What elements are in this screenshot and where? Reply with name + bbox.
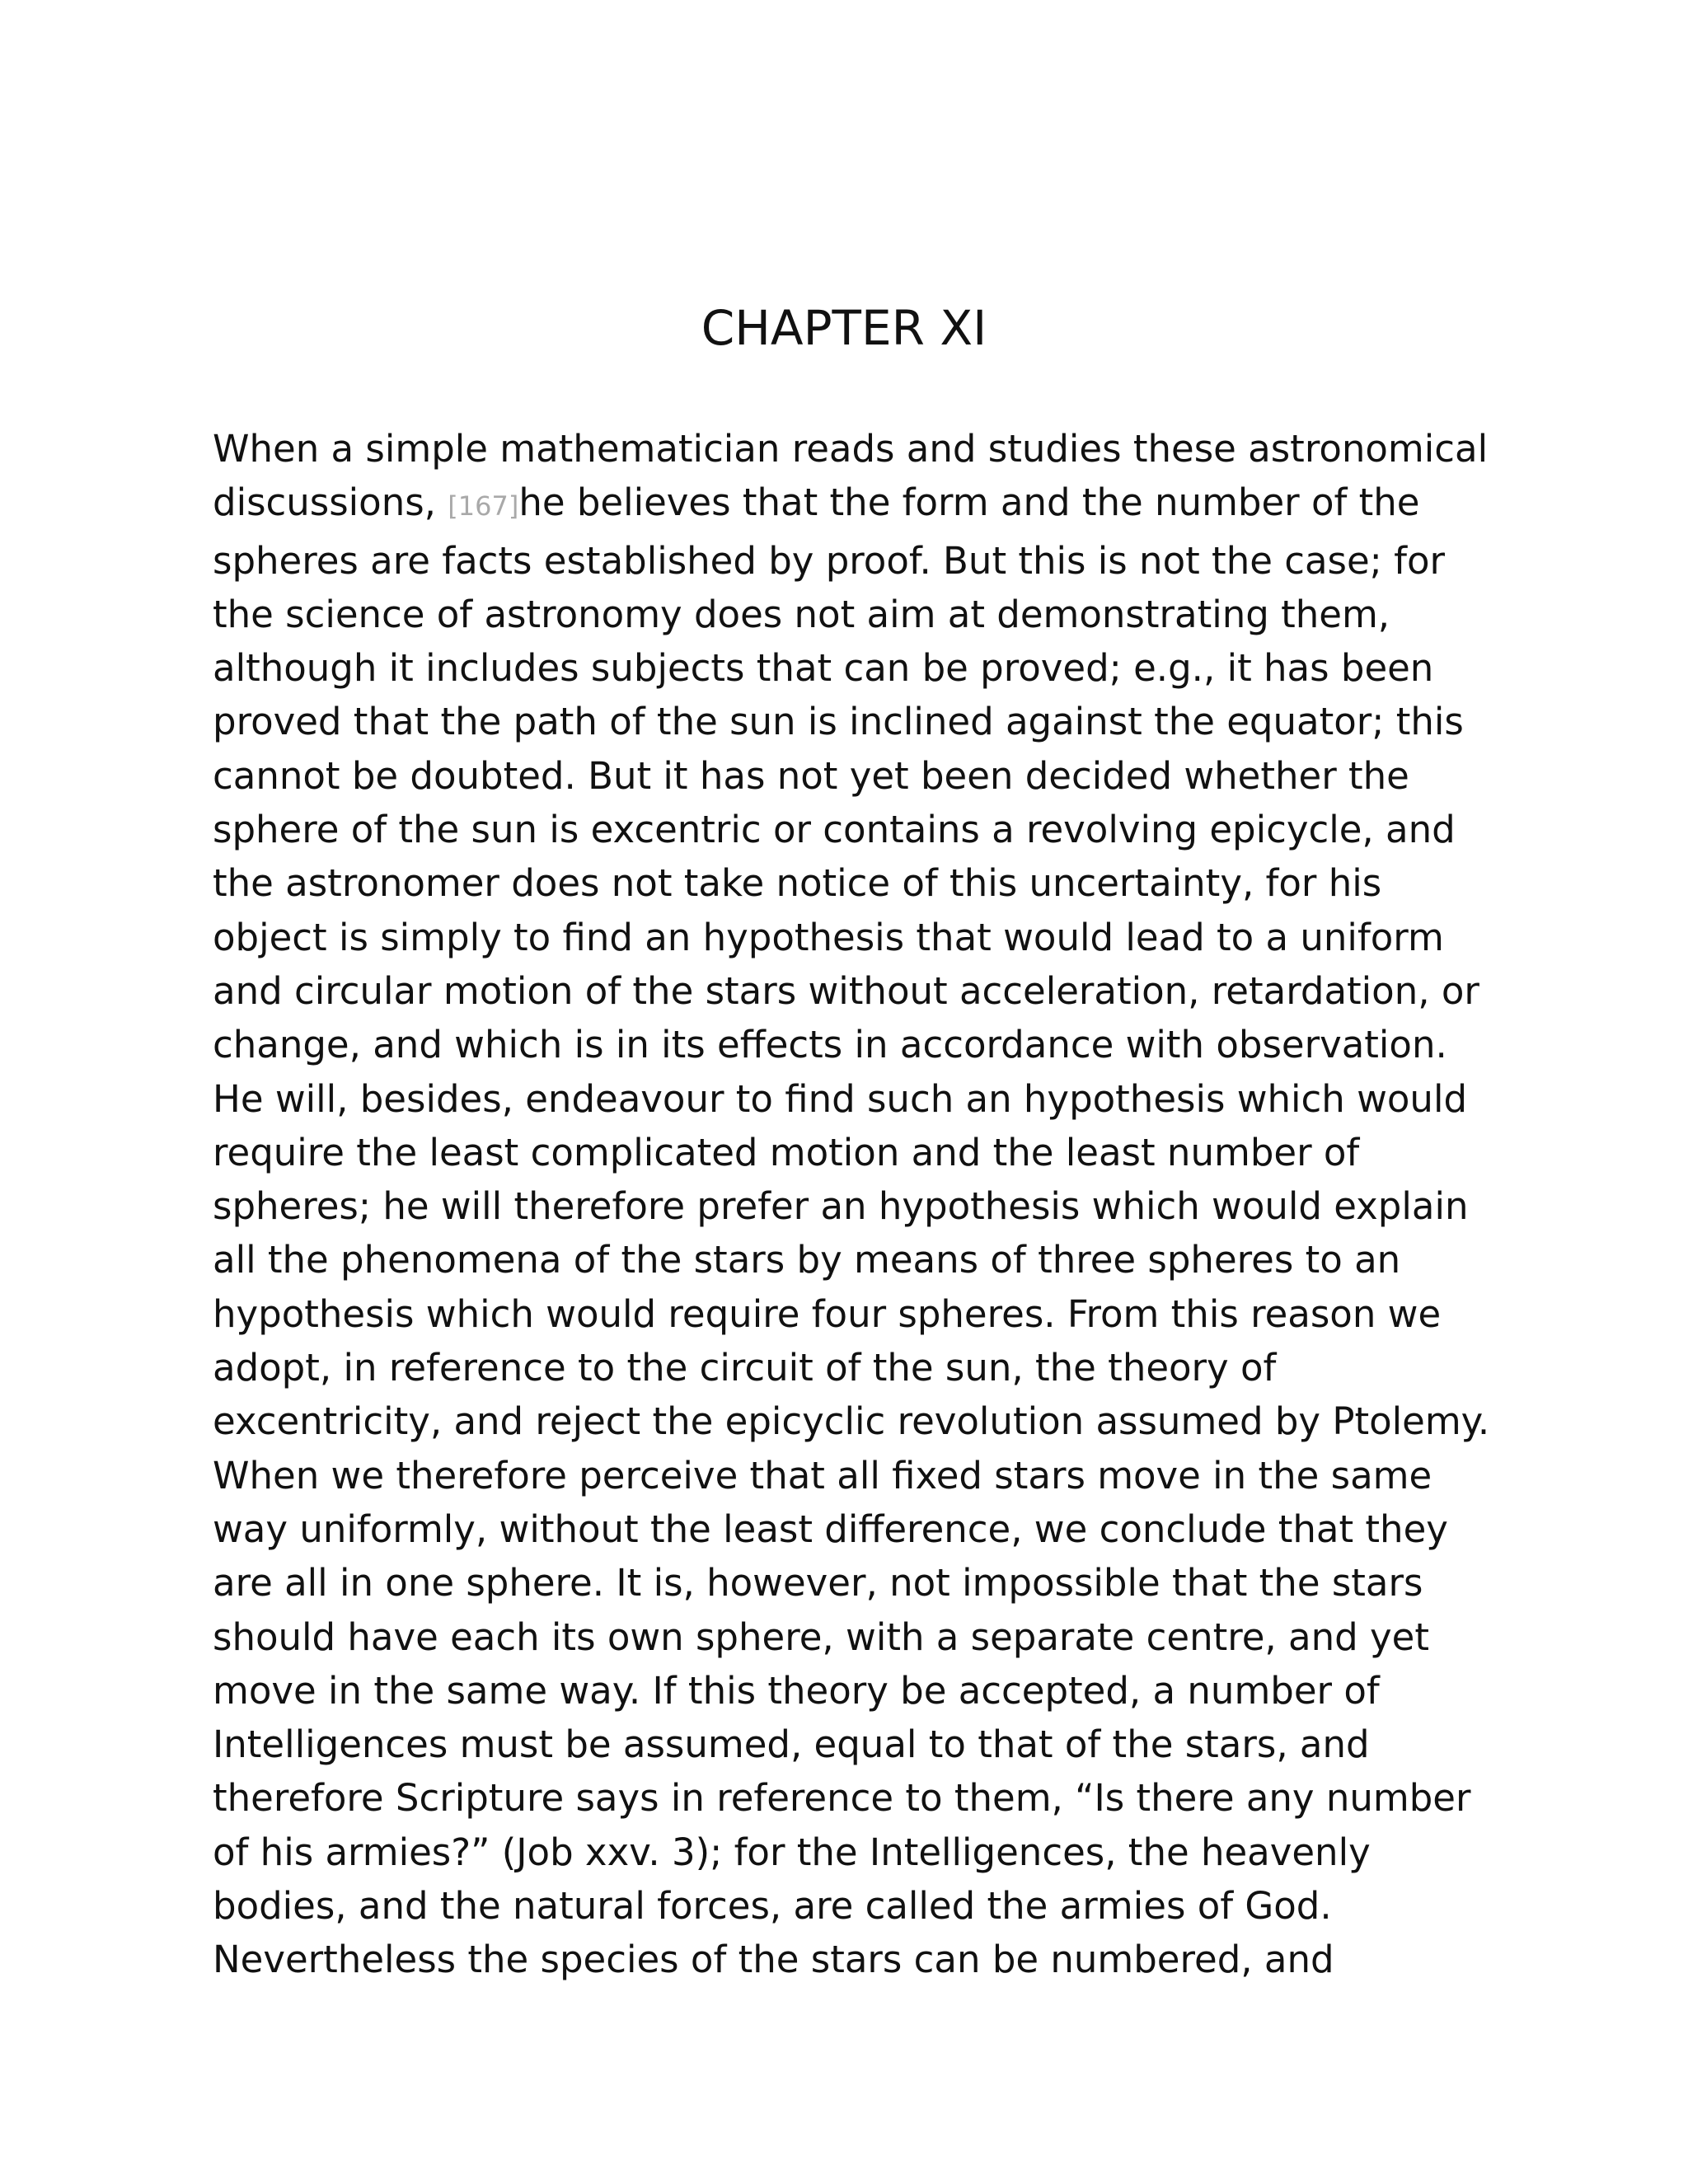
text-line: cannot be doubted. But it has not yet been decided whether the	[213, 753, 1409, 798]
text-line: hypothesis which would require four spheres. From this reason we	[213, 1291, 1442, 1336]
text-line: spheres are facts established by proof. But this is not the case; for	[213, 538, 1445, 583]
text-line: are all in one sphere. It is, however, not impossible that the stars	[213, 1561, 1423, 1605]
text-line: He will, besides, endeavour to find such an hypothesis which would	[213, 1076, 1468, 1121]
text-fragment: discussions,	[213, 480, 448, 525]
text-line: should have each its own sphere, with a separate centre, and yet	[213, 1615, 1429, 1659]
text-line: although it includes subjects that can be proved; e.g., it has been	[213, 646, 1434, 691]
text-line: bodies, and the natural forces, are called the armies of God.	[213, 1884, 1332, 1929]
chapter-title: CHAPTER XI	[701, 300, 987, 356]
text-line: spheres; he will therefore prefer an hypothesis which would explain	[213, 1184, 1469, 1229]
text-line	[213, 476, 1498, 533]
text-fragment: he believes that the form and the number of the	[518, 480, 1420, 525]
page-number-marker[interactable]: [167]	[448, 490, 519, 523]
text-line: Intelligences must be assumed, equal to that of the stars, and	[213, 1722, 1370, 1767]
text-line: the science of astronomy does not aim at demonstrating them,	[213, 592, 1390, 636]
text-line: require the least complicated motion and the least number of	[213, 1130, 1360, 1174]
text-line: of his armies?” (Job xxv. 3); for the Intelligences, the heavenly	[213, 1830, 1371, 1874]
text-line: object is simply to find an hypothesis that would lead to a uniform	[213, 915, 1444, 959]
text-line: When we therefore perceive that all fixed stars move in the same	[213, 1453, 1432, 1497]
text-line: sphere of the sun is excentric or contains a revolving epicycle, and	[213, 808, 1456, 852]
text-line: move in the same way. If this theory be accepted, a number of	[213, 1668, 1380, 1713]
text-line: Nevertheless the species of the stars can be numbered, and	[213, 1938, 1334, 1982]
text-line: and circular motion of the stars without acceleration, retardation, or	[213, 968, 1479, 1013]
text-line: change, and which is in its effects in accordance with observation.	[213, 1023, 1447, 1067]
text-line: the astronomer does not take notice of this uncertainty, for his	[213, 861, 1382, 906]
text-line: proved that the path of the sun is inclined against the equator; this	[213, 700, 1464, 744]
text-line: When a simple mathematician reads and studies these astronomical	[213, 427, 1489, 471]
text-line: excentricity, and reject the epicyclic revolution assumed by Ptolemy.	[213, 1399, 1490, 1444]
text-line: therefore Scripture says in reference to them, “Is there any number	[213, 1776, 1471, 1821]
text-line: way uniformly, without the least difference, we conclude that they	[213, 1507, 1448, 1551]
chapter-body	[213, 422, 1498, 1987]
text-line: all the phenomena of the stars by means of three spheres to an	[213, 1238, 1401, 1282]
text-line: adopt, in reference to the circuit of the sun, the theory of	[213, 1346, 1277, 1390]
